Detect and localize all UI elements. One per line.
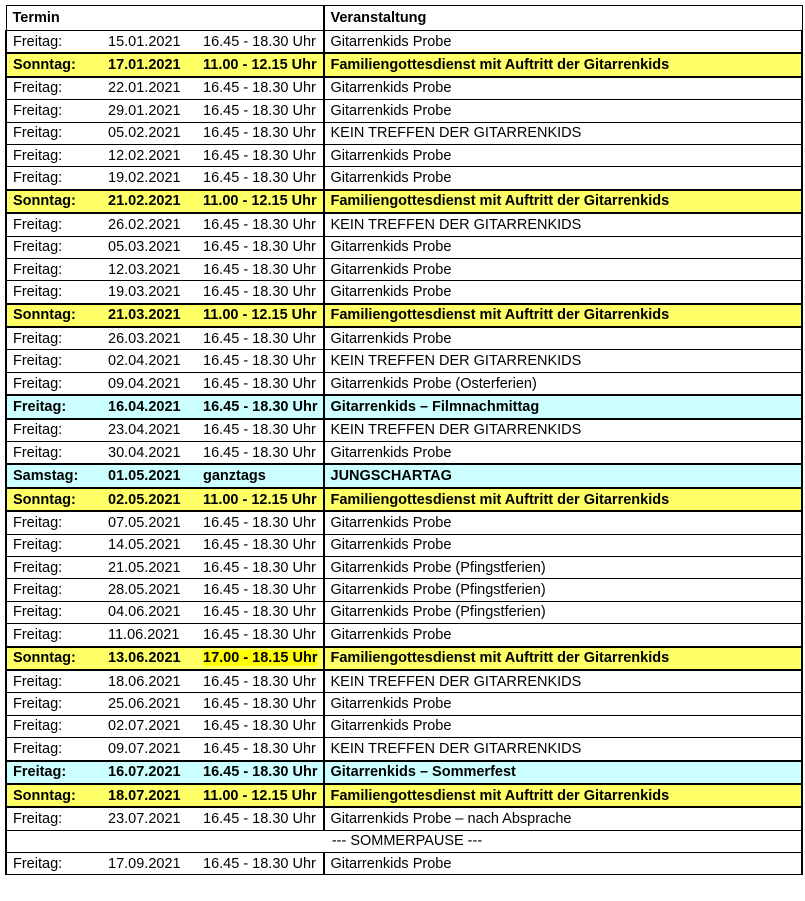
table-row bbox=[6, 624, 802, 647]
schedule-table bbox=[5, 5, 803, 875]
date: 18.06.2021 bbox=[108, 673, 181, 690]
time: 16.45 - 18.30 Uhr bbox=[203, 604, 316, 621]
veranstaltung-cell: KEIN TREFFEN DER GITARRENKIDS bbox=[324, 350, 803, 372]
termin-cell bbox=[6, 624, 324, 647]
weekday: Freitag: bbox=[13, 810, 63, 827]
termin-cell bbox=[6, 395, 324, 418]
time: 16.45 - 18.30 Uhr bbox=[203, 514, 316, 531]
veranstaltung-cell: KEIN TREFFEN DER GITARRENKIDS bbox=[324, 122, 803, 144]
table-row bbox=[6, 464, 802, 487]
table-row bbox=[6, 830, 802, 852]
time: 16.45 - 18.30 Uhr bbox=[203, 330, 316, 347]
date: 15.01.2021 bbox=[108, 33, 181, 50]
date: 21.05.2021 bbox=[108, 559, 181, 576]
time: 16.45 - 18.30 Uhr bbox=[203, 33, 316, 50]
date: 14.05.2021 bbox=[108, 537, 181, 554]
veranstaltung-cell: Gitarrenkids Probe bbox=[324, 144, 803, 166]
time: 16.45 - 18.30 Uhr bbox=[203, 239, 316, 256]
date: 29.01.2021 bbox=[108, 102, 181, 119]
termin-cell bbox=[6, 167, 324, 190]
date: 22.01.2021 bbox=[108, 80, 181, 97]
veranstaltung-cell: Gitarrenkids Probe bbox=[324, 31, 803, 54]
table-row bbox=[6, 442, 802, 465]
date: 01.05.2021 bbox=[108, 468, 181, 485]
termin-cell bbox=[6, 281, 324, 304]
weekday: Freitag: bbox=[13, 740, 63, 757]
termin-cell bbox=[6, 601, 324, 623]
termin-cell bbox=[6, 738, 324, 761]
weekday: Freitag: bbox=[13, 422, 63, 439]
time: ganztags bbox=[203, 468, 266, 485]
weekday: Freitag: bbox=[13, 626, 63, 643]
veranstaltung-cell: Gitarrenkids – Filmnachmittag bbox=[324, 395, 803, 418]
veranstaltung-cell: Familiengottesdienst mit Auftritt der Gitarrenkids bbox=[324, 488, 803, 511]
date: 11.06.2021 bbox=[108, 626, 180, 643]
termin-cell bbox=[6, 419, 324, 442]
time: 16.45 - 18.30 Uhr bbox=[203, 283, 316, 300]
time: 16.45 - 18.30 Uhr bbox=[203, 353, 316, 370]
weekday: Freitag: bbox=[13, 582, 63, 599]
weekday: Freitag: bbox=[13, 696, 63, 713]
time: 16.45 - 18.30 Uhr bbox=[203, 740, 316, 757]
time: 11.00 - 12.15 Uhr bbox=[203, 787, 317, 804]
time: 16.45 - 18.30 Uhr bbox=[203, 444, 316, 461]
veranstaltung-cell: Gitarrenkids Probe bbox=[324, 442, 803, 465]
weekday: Freitag: bbox=[13, 398, 67, 415]
schedule-body bbox=[6, 6, 802, 875]
time: 16.45 - 18.30 Uhr bbox=[203, 537, 316, 554]
veranstaltung-cell: Gitarrenkids Probe bbox=[324, 511, 803, 534]
table-row bbox=[6, 100, 802, 122]
termin-cell bbox=[6, 556, 324, 578]
weekday: Freitag: bbox=[13, 537, 63, 554]
veranstaltung-cell: KEIN TREFFEN DER GITARRENKIDS bbox=[324, 670, 803, 693]
weekday: Freitag: bbox=[13, 216, 63, 233]
table-row bbox=[6, 77, 802, 100]
table-row bbox=[6, 419, 802, 442]
date: 09.04.2021 bbox=[108, 375, 181, 392]
weekday: Freitag: bbox=[13, 764, 67, 781]
date: 17.01.2021 bbox=[108, 57, 181, 74]
weekday: Sonntag: bbox=[13, 307, 76, 324]
time: 16.45 - 18.30 Uhr bbox=[203, 398, 318, 415]
date: 26.03.2021 bbox=[108, 330, 181, 347]
table-row bbox=[6, 556, 802, 578]
table-row bbox=[6, 670, 802, 693]
date: 30.04.2021 bbox=[108, 444, 181, 461]
time: 16.45 - 18.30 Uhr bbox=[203, 855, 316, 872]
table-row bbox=[6, 304, 802, 327]
termin-cell bbox=[6, 715, 324, 737]
date: 28.05.2021 bbox=[108, 582, 181, 599]
time: 16.45 - 18.30 Uhr bbox=[203, 80, 316, 97]
table-row bbox=[6, 488, 802, 511]
weekday: Sonntag: bbox=[13, 193, 76, 210]
veranstaltung-cell: Gitarrenkids Probe (Pfingstferien) bbox=[324, 579, 803, 601]
veranstaltung-cell: Gitarrenkids Probe (Osterferien) bbox=[324, 372, 803, 395]
weekday: Freitag: bbox=[13, 261, 63, 278]
time: 16.45 - 18.30 Uhr bbox=[203, 810, 316, 827]
veranstaltung-cell: Familiengottesdienst mit Auftritt der Gitarrenkids bbox=[324, 190, 803, 213]
table-row bbox=[6, 579, 802, 601]
sommerpause-cell: --- SOMMERPAUSE --- bbox=[6, 830, 802, 852]
termin-cell bbox=[6, 853, 324, 875]
weekday: Freitag: bbox=[13, 604, 63, 621]
table-row bbox=[6, 53, 802, 76]
table-row bbox=[6, 190, 802, 213]
table-row bbox=[6, 807, 802, 830]
veranstaltung-cell: KEIN TREFFEN DER GITARRENKIDS bbox=[324, 419, 803, 442]
weekday: Freitag: bbox=[13, 125, 63, 142]
veranstaltung-cell: Gitarrenkids Probe bbox=[324, 853, 803, 875]
termin-cell bbox=[6, 122, 324, 144]
weekday: Freitag: bbox=[13, 283, 63, 300]
table-row bbox=[6, 236, 802, 258]
date: 13.06.2021 bbox=[108, 650, 181, 667]
veranstaltung-cell: Gitarrenkids Probe bbox=[324, 327, 803, 350]
termin-cell bbox=[6, 350, 324, 372]
time: 11.00 - 12.15 Uhr bbox=[203, 307, 317, 324]
weekday: Freitag: bbox=[13, 514, 63, 531]
termin-cell bbox=[6, 31, 324, 54]
table-row bbox=[6, 647, 802, 670]
table-row bbox=[6, 395, 802, 418]
termin-cell bbox=[6, 442, 324, 465]
weekday: Freitag: bbox=[13, 80, 63, 97]
header-row bbox=[6, 6, 802, 31]
date: 21.03.2021 bbox=[108, 307, 181, 324]
header-termin: Termin bbox=[6, 6, 324, 31]
time: 16.45 - 18.30 Uhr bbox=[203, 147, 316, 164]
date: 16.04.2021 bbox=[108, 398, 181, 415]
termin-cell bbox=[6, 670, 324, 693]
veranstaltung-cell: Gitarrenkids Probe bbox=[324, 236, 803, 258]
time: 16.45 - 18.30 Uhr bbox=[203, 626, 316, 643]
table-row bbox=[6, 372, 802, 395]
termin-cell bbox=[6, 304, 324, 327]
veranstaltung-cell: Gitarrenkids Probe (Pfingstferien) bbox=[324, 601, 803, 623]
termin-cell bbox=[6, 693, 324, 715]
date: 21.02.2021 bbox=[108, 193, 181, 210]
termin-cell bbox=[6, 144, 324, 166]
veranstaltung-cell: Gitarrenkids Probe – nach Absprache bbox=[324, 807, 803, 830]
table-row bbox=[6, 853, 802, 875]
veranstaltung-cell: Familiengottesdienst mit Auftritt der Gitarrenkids bbox=[324, 304, 803, 327]
termin-cell bbox=[6, 579, 324, 601]
date: 23.07.2021 bbox=[108, 810, 181, 827]
veranstaltung-cell: Gitarrenkids – Sommerfest bbox=[324, 761, 803, 784]
date: 12.02.2021 bbox=[108, 147, 181, 164]
date: 16.07.2021 bbox=[108, 764, 181, 781]
date: 26.02.2021 bbox=[108, 216, 181, 233]
table-row bbox=[6, 715, 802, 737]
veranstaltung-cell: Gitarrenkids Probe bbox=[324, 281, 803, 304]
time: 16.45 - 18.30 Uhr bbox=[203, 582, 316, 599]
table-row bbox=[6, 693, 802, 715]
veranstaltung-cell: Gitarrenkids Probe bbox=[324, 715, 803, 737]
veranstaltung-cell: Familiengottesdienst mit Auftritt der Gitarrenkids bbox=[324, 53, 803, 76]
time: 16.45 - 18.30 Uhr bbox=[203, 216, 316, 233]
termin-cell bbox=[6, 77, 324, 100]
weekday: Freitag: bbox=[13, 330, 63, 347]
weekday: Freitag: bbox=[13, 375, 63, 392]
veranstaltung-cell: Gitarrenkids Probe bbox=[324, 100, 803, 122]
date: 09.07.2021 bbox=[108, 740, 181, 757]
time: 16.45 - 18.30 Uhr bbox=[203, 696, 316, 713]
time: 11.00 - 12.15 Uhr bbox=[203, 57, 317, 74]
table-row bbox=[6, 534, 802, 556]
date: 05.03.2021 bbox=[108, 239, 181, 256]
header-veranstaltung: Veranstaltung bbox=[324, 6, 803, 31]
date: 19.02.2021 bbox=[108, 170, 181, 187]
weekday: Freitag: bbox=[13, 559, 63, 576]
weekday: Freitag: bbox=[13, 855, 63, 872]
weekday: Sonntag: bbox=[13, 650, 76, 667]
veranstaltung-cell: Gitarrenkids Probe bbox=[324, 258, 803, 280]
weekday: Freitag: bbox=[13, 33, 63, 50]
veranstaltung-cell: Gitarrenkids Probe bbox=[324, 167, 803, 190]
table-row bbox=[6, 511, 802, 534]
date: 07.05.2021 bbox=[108, 514, 181, 531]
date: 02.05.2021 bbox=[108, 491, 181, 508]
termin-cell bbox=[6, 190, 324, 213]
termin-cell bbox=[6, 511, 324, 534]
date: 18.07.2021 bbox=[108, 787, 181, 804]
weekday: Freitag: bbox=[13, 239, 63, 256]
termin-cell bbox=[6, 327, 324, 350]
termin-cell bbox=[6, 647, 324, 670]
date: 02.04.2021 bbox=[108, 353, 181, 370]
date: 12.03.2021 bbox=[108, 261, 181, 278]
termin-cell bbox=[6, 213, 324, 236]
date: 05.02.2021 bbox=[108, 125, 181, 142]
termin-cell bbox=[6, 784, 324, 807]
table-row bbox=[6, 213, 802, 236]
date: 02.07.2021 bbox=[108, 718, 181, 735]
weekday: Freitag: bbox=[13, 718, 63, 735]
termin-cell bbox=[6, 236, 324, 258]
veranstaltung-cell: Familiengottesdienst mit Auftritt der Gitarrenkids bbox=[324, 647, 803, 670]
termin-cell bbox=[6, 534, 324, 556]
veranstaltung-cell: Gitarrenkids Probe bbox=[324, 534, 803, 556]
termin-cell bbox=[6, 258, 324, 280]
veranstaltung-cell: Gitarrenkids Probe (Pfingstferien) bbox=[324, 556, 803, 578]
time: 16.45 - 18.30 Uhr bbox=[203, 170, 316, 187]
veranstaltung-cell: Gitarrenkids Probe bbox=[324, 693, 803, 715]
table-row bbox=[6, 167, 802, 190]
weekday: Freitag: bbox=[13, 147, 63, 164]
weekday: Samstag: bbox=[13, 468, 79, 485]
table-row bbox=[6, 144, 802, 166]
termin-cell bbox=[6, 464, 324, 487]
weekday: Freitag: bbox=[13, 353, 63, 370]
time: 16.45 - 18.30 Uhr bbox=[203, 673, 316, 690]
termin-cell bbox=[6, 53, 324, 76]
weekday: Freitag: bbox=[13, 170, 63, 187]
time: 16.45 - 18.30 Uhr bbox=[203, 559, 316, 576]
date: 23.04.2021 bbox=[108, 422, 181, 439]
table-row bbox=[6, 350, 802, 372]
date: 04.06.2021 bbox=[108, 604, 181, 621]
weekday: Freitag: bbox=[13, 673, 63, 690]
date: 17.09.2021 bbox=[108, 855, 181, 872]
time: 11.00 - 12.15 Uhr bbox=[203, 491, 317, 508]
table-row bbox=[6, 31, 802, 54]
veranstaltung-cell: JUNGSCHARTAG bbox=[324, 464, 803, 487]
date: 25.06.2021 bbox=[108, 696, 181, 713]
termin-cell bbox=[6, 807, 324, 830]
time: 16.45 - 18.30 Uhr bbox=[203, 102, 316, 119]
time: 11.00 - 12.15 Uhr bbox=[203, 193, 317, 210]
table-row bbox=[6, 258, 802, 280]
termin-cell bbox=[6, 100, 324, 122]
table-row bbox=[6, 601, 802, 623]
weekday: Sonntag: bbox=[13, 57, 76, 74]
weekday: Sonntag: bbox=[13, 491, 76, 508]
weekday: Freitag: bbox=[13, 102, 63, 119]
table-row bbox=[6, 761, 802, 784]
weekday: Sonntag: bbox=[13, 787, 76, 804]
table-row bbox=[6, 738, 802, 761]
weekday: Freitag: bbox=[13, 444, 63, 461]
termin-cell bbox=[6, 488, 324, 511]
time: 16.45 - 18.30 Uhr bbox=[203, 375, 316, 392]
time: 17.00 - 18.15 Uhr bbox=[203, 650, 318, 667]
veranstaltung-cell: KEIN TREFFEN DER GITARRENKIDS bbox=[324, 213, 803, 236]
veranstaltung-cell: Gitarrenkids Probe bbox=[324, 624, 803, 647]
time: 16.45 - 18.30 Uhr bbox=[203, 764, 318, 781]
termin-cell bbox=[6, 761, 324, 784]
date: 19.03.2021 bbox=[108, 283, 181, 300]
table-row bbox=[6, 122, 802, 144]
table-row bbox=[6, 281, 802, 304]
termin-cell bbox=[6, 372, 324, 395]
table-row bbox=[6, 327, 802, 350]
time: 16.45 - 18.30 Uhr bbox=[203, 261, 316, 278]
time: 16.45 - 18.30 Uhr bbox=[203, 422, 316, 439]
veranstaltung-cell: Familiengottesdienst mit Auftritt der Gitarrenkids bbox=[324, 784, 803, 807]
table-row bbox=[6, 784, 802, 807]
time: 16.45 - 18.30 Uhr bbox=[203, 718, 316, 735]
veranstaltung-cell: Gitarrenkids Probe bbox=[324, 77, 803, 100]
veranstaltung-cell: KEIN TREFFEN DER GITARRENKIDS bbox=[324, 738, 803, 761]
time: 16.45 - 18.30 Uhr bbox=[203, 125, 316, 142]
